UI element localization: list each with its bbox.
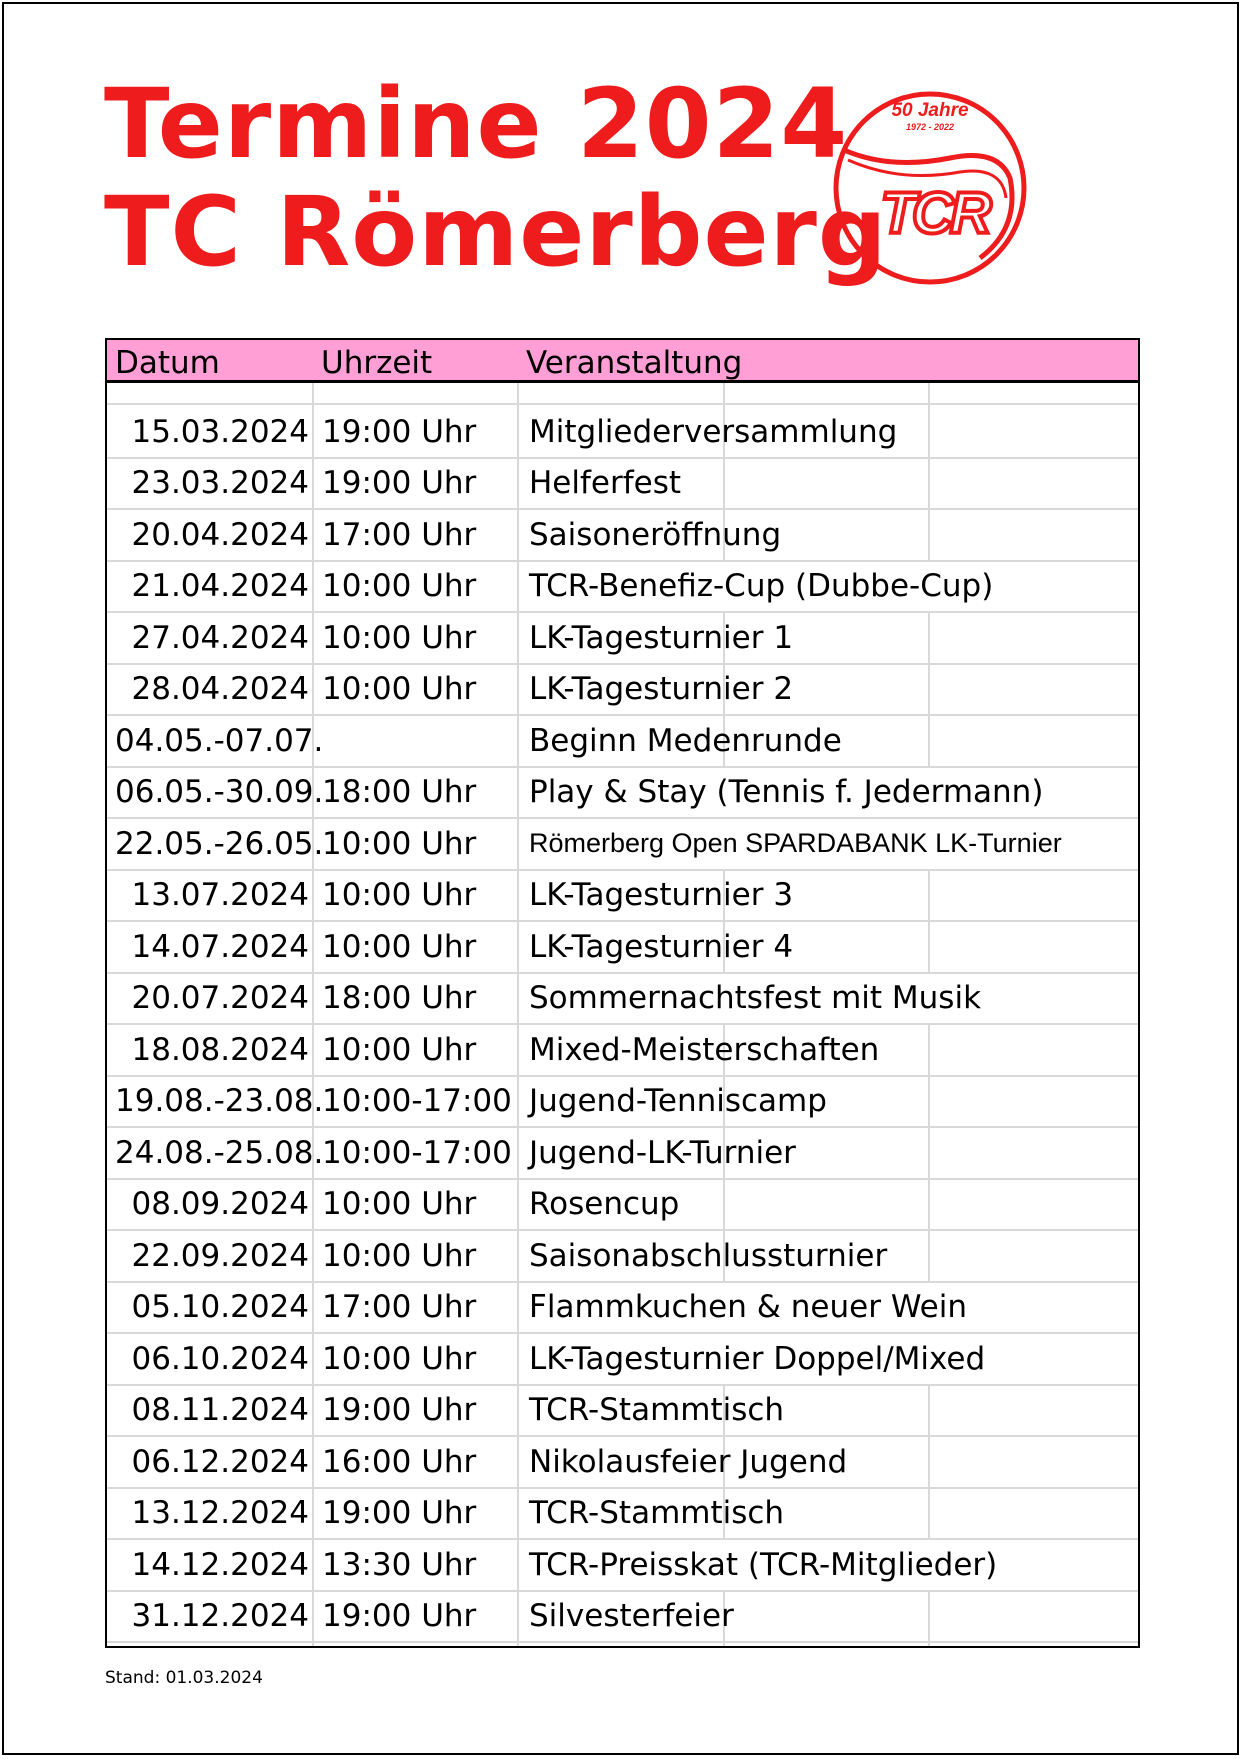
cell-time: 19:00 Uhr — [322, 1495, 477, 1532]
cell-event: Nikolausfeier Jugend — [529, 1443, 848, 1480]
cell-time: 18:00 Uhr — [322, 774, 477, 811]
cell-date: 15.03.2024 — [131, 413, 309, 450]
logo-monogram: TCR — [880, 181, 988, 246]
cell-time — [322, 716, 522, 766]
cell-time: 17:00 Uhr — [322, 516, 477, 553]
table-row — [107, 665, 1138, 717]
cell-event: Mixed-Meisterschaften — [529, 1031, 880, 1068]
table-row — [107, 510, 1138, 562]
cell-time: 13:30 Uhr — [322, 1546, 477, 1583]
table-row — [107, 1437, 1138, 1489]
schedule-table — [105, 338, 1140, 1648]
cell-date: 31.12.2024 — [131, 1598, 309, 1635]
logo-years-text: 1972 - 2022 — [905, 122, 955, 132]
table-row — [107, 459, 1138, 511]
cell-event: Römerberg Open SPARDABANK LK-Turnier — [529, 828, 1062, 859]
cell-time: 10:00 Uhr — [322, 928, 477, 965]
cell-event: Silvesterfeier — [529, 1598, 734, 1635]
cell-date: 08.09.2024 — [131, 1186, 309, 1223]
table-row — [107, 1231, 1138, 1283]
cell-event: Sommernachtsfest mit Musik — [529, 980, 982, 1017]
cell-event: Rosencup — [529, 1186, 680, 1223]
cell-date: 06.05.-30.09. — [115, 774, 324, 811]
cell-time: 10:00 Uhr — [322, 1031, 477, 1068]
table-row — [107, 1489, 1138, 1541]
cell-event: LK-Tagesturnier 4 — [529, 928, 794, 965]
cell-date: 06.10.2024 — [131, 1340, 309, 1377]
cell-date: 06.12.2024 — [131, 1443, 309, 1480]
table-row — [107, 768, 1138, 820]
cell-event: Mitgliederversammlung — [529, 413, 898, 450]
cell-time: 10:00-17:00 — [322, 1083, 512, 1120]
table-row — [107, 1077, 1138, 1129]
cell-date: 19.08.-23.08. — [115, 1083, 324, 1120]
cell-event: Flammkuchen & neuer Wein — [529, 1289, 967, 1326]
cell-event: TCR-Benefiz-Cup (Dubbe-Cup) — [529, 568, 994, 605]
cell-date: 23.03.2024 — [131, 465, 309, 502]
cell-time: 19:00 Uhr — [322, 465, 477, 502]
cell-time: 10:00 Uhr — [322, 619, 477, 656]
cell-event: Beginn Medenrunde — [529, 722, 842, 759]
cell-date: 20.07.2024 — [131, 980, 309, 1017]
club-logo — [830, 88, 1030, 288]
last-updated: Stand: 01.03.2024 — [105, 1668, 263, 1688]
table-row — [107, 716, 1138, 768]
cell-event: Helferfest — [529, 465, 682, 502]
cell-event: Saisonabschlussturnier — [529, 1237, 888, 1274]
cell-time: 10:00 Uhr — [322, 825, 477, 862]
cell-time: 16:00 Uhr — [322, 1443, 477, 1480]
cell-date: 18.08.2024 — [131, 1031, 309, 1068]
cell-event: TCR-Stammtisch — [529, 1495, 785, 1532]
cell-time: 18:00 Uhr — [322, 980, 477, 1017]
cell-event: LK-Tagesturnier 1 — [529, 619, 794, 656]
table-row — [107, 974, 1138, 1026]
cell-date: 13.07.2024 — [131, 877, 309, 914]
cell-date: 21.04.2024 — [131, 568, 309, 605]
cell-event: Jugend-Tenniscamp — [529, 1083, 827, 1120]
cell-event: TCR-Preisskat (TCR-Mitglieder) — [529, 1546, 998, 1583]
cell-event: LK-Tagesturnier 3 — [529, 877, 794, 914]
cell-time: 19:00 Uhr — [322, 413, 477, 450]
cell-time: 10:00 Uhr — [322, 877, 477, 914]
cell-event: LK-Tagesturnier Doppel/Mixed — [529, 1340, 986, 1377]
cell-date: 05.10.2024 — [131, 1289, 309, 1326]
cell-time: 10:00 Uhr — [322, 1237, 477, 1274]
table-row — [107, 1540, 1138, 1592]
table-row — [107, 1592, 1138, 1644]
table-row — [107, 819, 1138, 871]
cell-date: 24.08.-25.08. — [115, 1134, 324, 1171]
title-line-1: Termine 2024 — [104, 68, 849, 180]
table-row — [107, 1283, 1138, 1335]
table-row — [107, 922, 1138, 974]
cell-event: Jugend-LK-Turnier — [529, 1134, 796, 1171]
cell-time: 19:00 Uhr — [322, 1598, 477, 1635]
spacer-row — [107, 383, 1138, 405]
header-time: Uhrzeit — [321, 345, 433, 381]
cell-date: 14.07.2024 — [131, 928, 309, 965]
cell-time: 17:00 Uhr — [322, 1289, 477, 1326]
cell-event: Saisoneröffnung — [529, 516, 782, 553]
cell-date: 08.11.2024 — [131, 1392, 309, 1429]
cell-date: 14.12.2024 — [131, 1546, 309, 1583]
table-row — [107, 407, 1138, 459]
cell-event: TCR-Stammtisch — [529, 1392, 785, 1429]
cell-date: 13.12.2024 — [131, 1495, 309, 1532]
cell-time: 10:00 Uhr — [322, 1340, 477, 1377]
cell-date: 28.04.2024 — [131, 671, 309, 708]
table-row — [107, 871, 1138, 923]
table-row — [107, 1386, 1138, 1438]
cell-time: 10:00 Uhr — [322, 568, 477, 605]
table-row — [107, 562, 1138, 614]
cell-date: 04.05.-07.07. — [115, 722, 324, 759]
cell-time: 10:00-17:00 — [322, 1134, 512, 1171]
cell-time: 10:00 Uhr — [322, 671, 477, 708]
cell-date: 20.04.2024 — [131, 516, 309, 553]
table-row — [107, 1334, 1138, 1386]
table-header-row — [107, 340, 1138, 383]
title-line-2: TC Römerberg — [104, 176, 888, 288]
table-row — [107, 1025, 1138, 1077]
table-row — [107, 613, 1138, 665]
cell-date: 22.09.2024 — [131, 1237, 309, 1274]
cell-time: 19:00 Uhr — [322, 1392, 477, 1429]
header-event: Veranstaltung — [526, 345, 743, 381]
cell-event: LK-Tagesturnier 2 — [529, 671, 794, 708]
table-row — [107, 1128, 1138, 1180]
table-row — [107, 1180, 1138, 1232]
cell-time: 10:00 Uhr — [322, 1186, 477, 1223]
cell-date: 22.05.-26.05. — [115, 825, 324, 862]
header-date: Datum — [115, 345, 220, 381]
page-title — [104, 70, 888, 286]
cell-event: Play & Stay (Tennis f. Jedermann) — [529, 774, 1044, 811]
logo-anniversary-text: 50 Jahre — [891, 100, 969, 121]
cell-date: 27.04.2024 — [131, 619, 309, 656]
